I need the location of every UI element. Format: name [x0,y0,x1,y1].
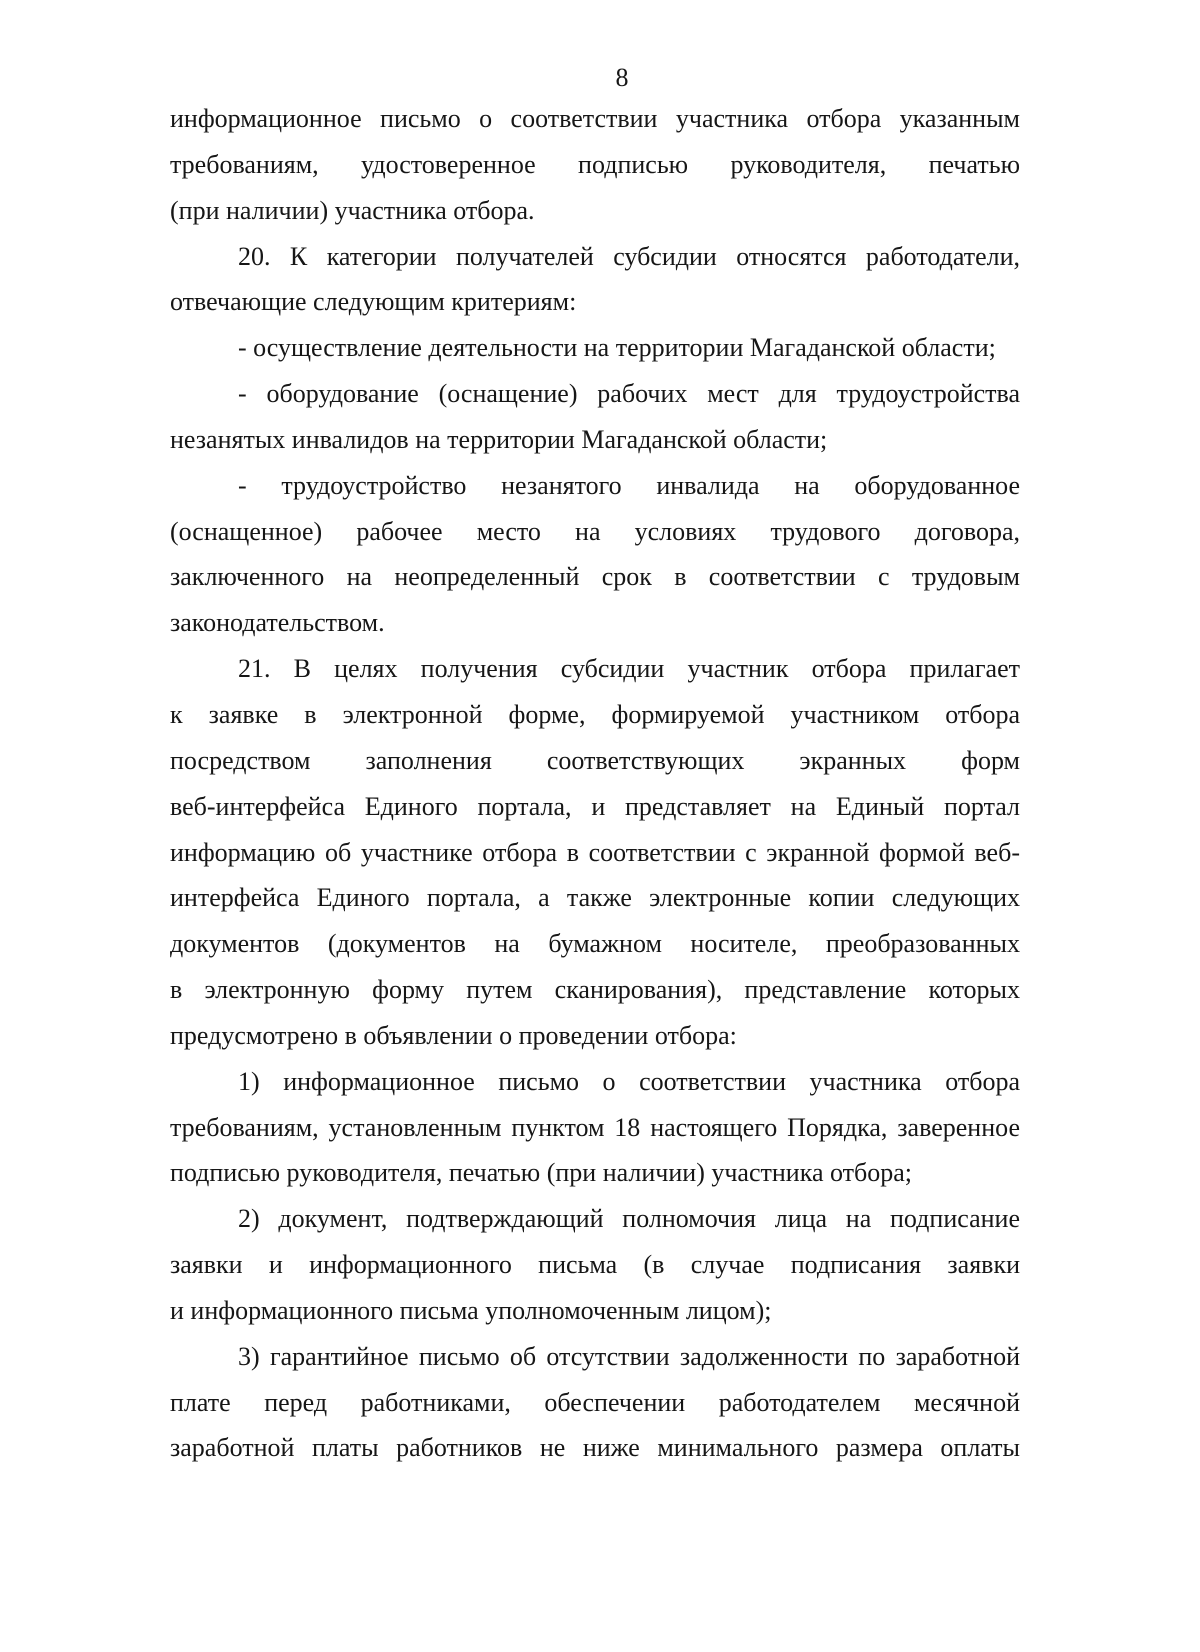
paragraph-21 [170,646,1020,1059]
text-line: подписью руководителя, печатью (при наличии) участника отбора; [170,1158,912,1188]
text-line: 1) информационное письмо о соответствии участника отбора [238,1066,1020,1096]
list-item-criterion-2 [170,371,1020,463]
text-line: (при наличии) участника отбора. [170,195,535,225]
text-line: требованиям, удостоверенное подписью руководителя, печатью [170,149,1020,179]
document-body [170,96,1020,1471]
text-line: предусмотрено в объявлении о проведении отбора: [170,1020,737,1050]
page-number: 8 [615,63,629,92]
list-item-criterion-3 [170,463,1020,646]
text-line: законодательством. [170,608,385,638]
text-line: в электронную форму путем сканирования), представление которых [170,975,1020,1005]
text-line: требованиям, установленным пунктом 18 настоящего Порядка, заверенное [170,1112,1020,1142]
list-item-criterion-1 [170,325,1020,371]
text-line: и информационного письма уполномоченным лицом); [170,1295,772,1325]
list-item-document-1 [170,1059,1020,1197]
text-line: 21. В целях получения субсидии участник отбора прилагает [238,654,1020,684]
paragraph-continuation [170,96,1020,234]
list-item-document-3 [170,1334,1020,1472]
text-line: документов (документов на бумажном носителе, преобразованных [170,929,1020,959]
text-line: информационное письмо о соответствии участника отбора указанным [170,104,1020,133]
text-line: 20. К категории получателей субсидии относятся работодатели, [238,241,1020,271]
text-line: 3) гарантийное письмо об отсутствии задолженности по заработной [238,1341,1020,1371]
text-line: (оснащенное) рабочее место на условиях трудового договора, [170,516,1020,546]
text-line: - трудоустройство незанятого инвалида на оборудованное [238,470,1020,500]
text-line: посредством заполнения соответствующих экранных форм [170,745,1020,775]
text-line: - осуществление деятельности на территории Магаданской области; [238,333,996,363]
text-line: 2) документ, подтверждающий полномочия лица на подписание [238,1204,1020,1234]
text-line: плате перед работниками, обеспечении работодателем месячной [170,1387,1020,1417]
text-line: - оборудование (оснащение) рабочих мест для трудоустройства [238,379,1020,409]
text-line: отвечающие следующим критериям: [170,287,577,317]
text-line: заключенного на неопределенный срок в соответствии с трудовым [170,562,1020,592]
paragraph-20 [170,234,1020,326]
text-line: информацию об участнике отбора в соответствии с экранной формой веб- [170,837,1020,867]
text-line: веб-интерфейса Единого портала, и представляет на Единый портал [170,791,1020,821]
text-line: интерфейса Единого портала, а также электронные копии следующих [170,883,1020,913]
text-line: незанятых инвалидов на территории Магаданской области; [170,424,828,454]
text-line: к заявке в электронной форме, формируемой участником отбора [170,699,1020,729]
text-line: заявки и информационного письма (в случае подписания заявки [170,1250,1020,1280]
list-item-document-2 [170,1196,1020,1334]
text-line: заработной платы работников не ниже минимального размера оплаты [170,1433,1020,1463]
